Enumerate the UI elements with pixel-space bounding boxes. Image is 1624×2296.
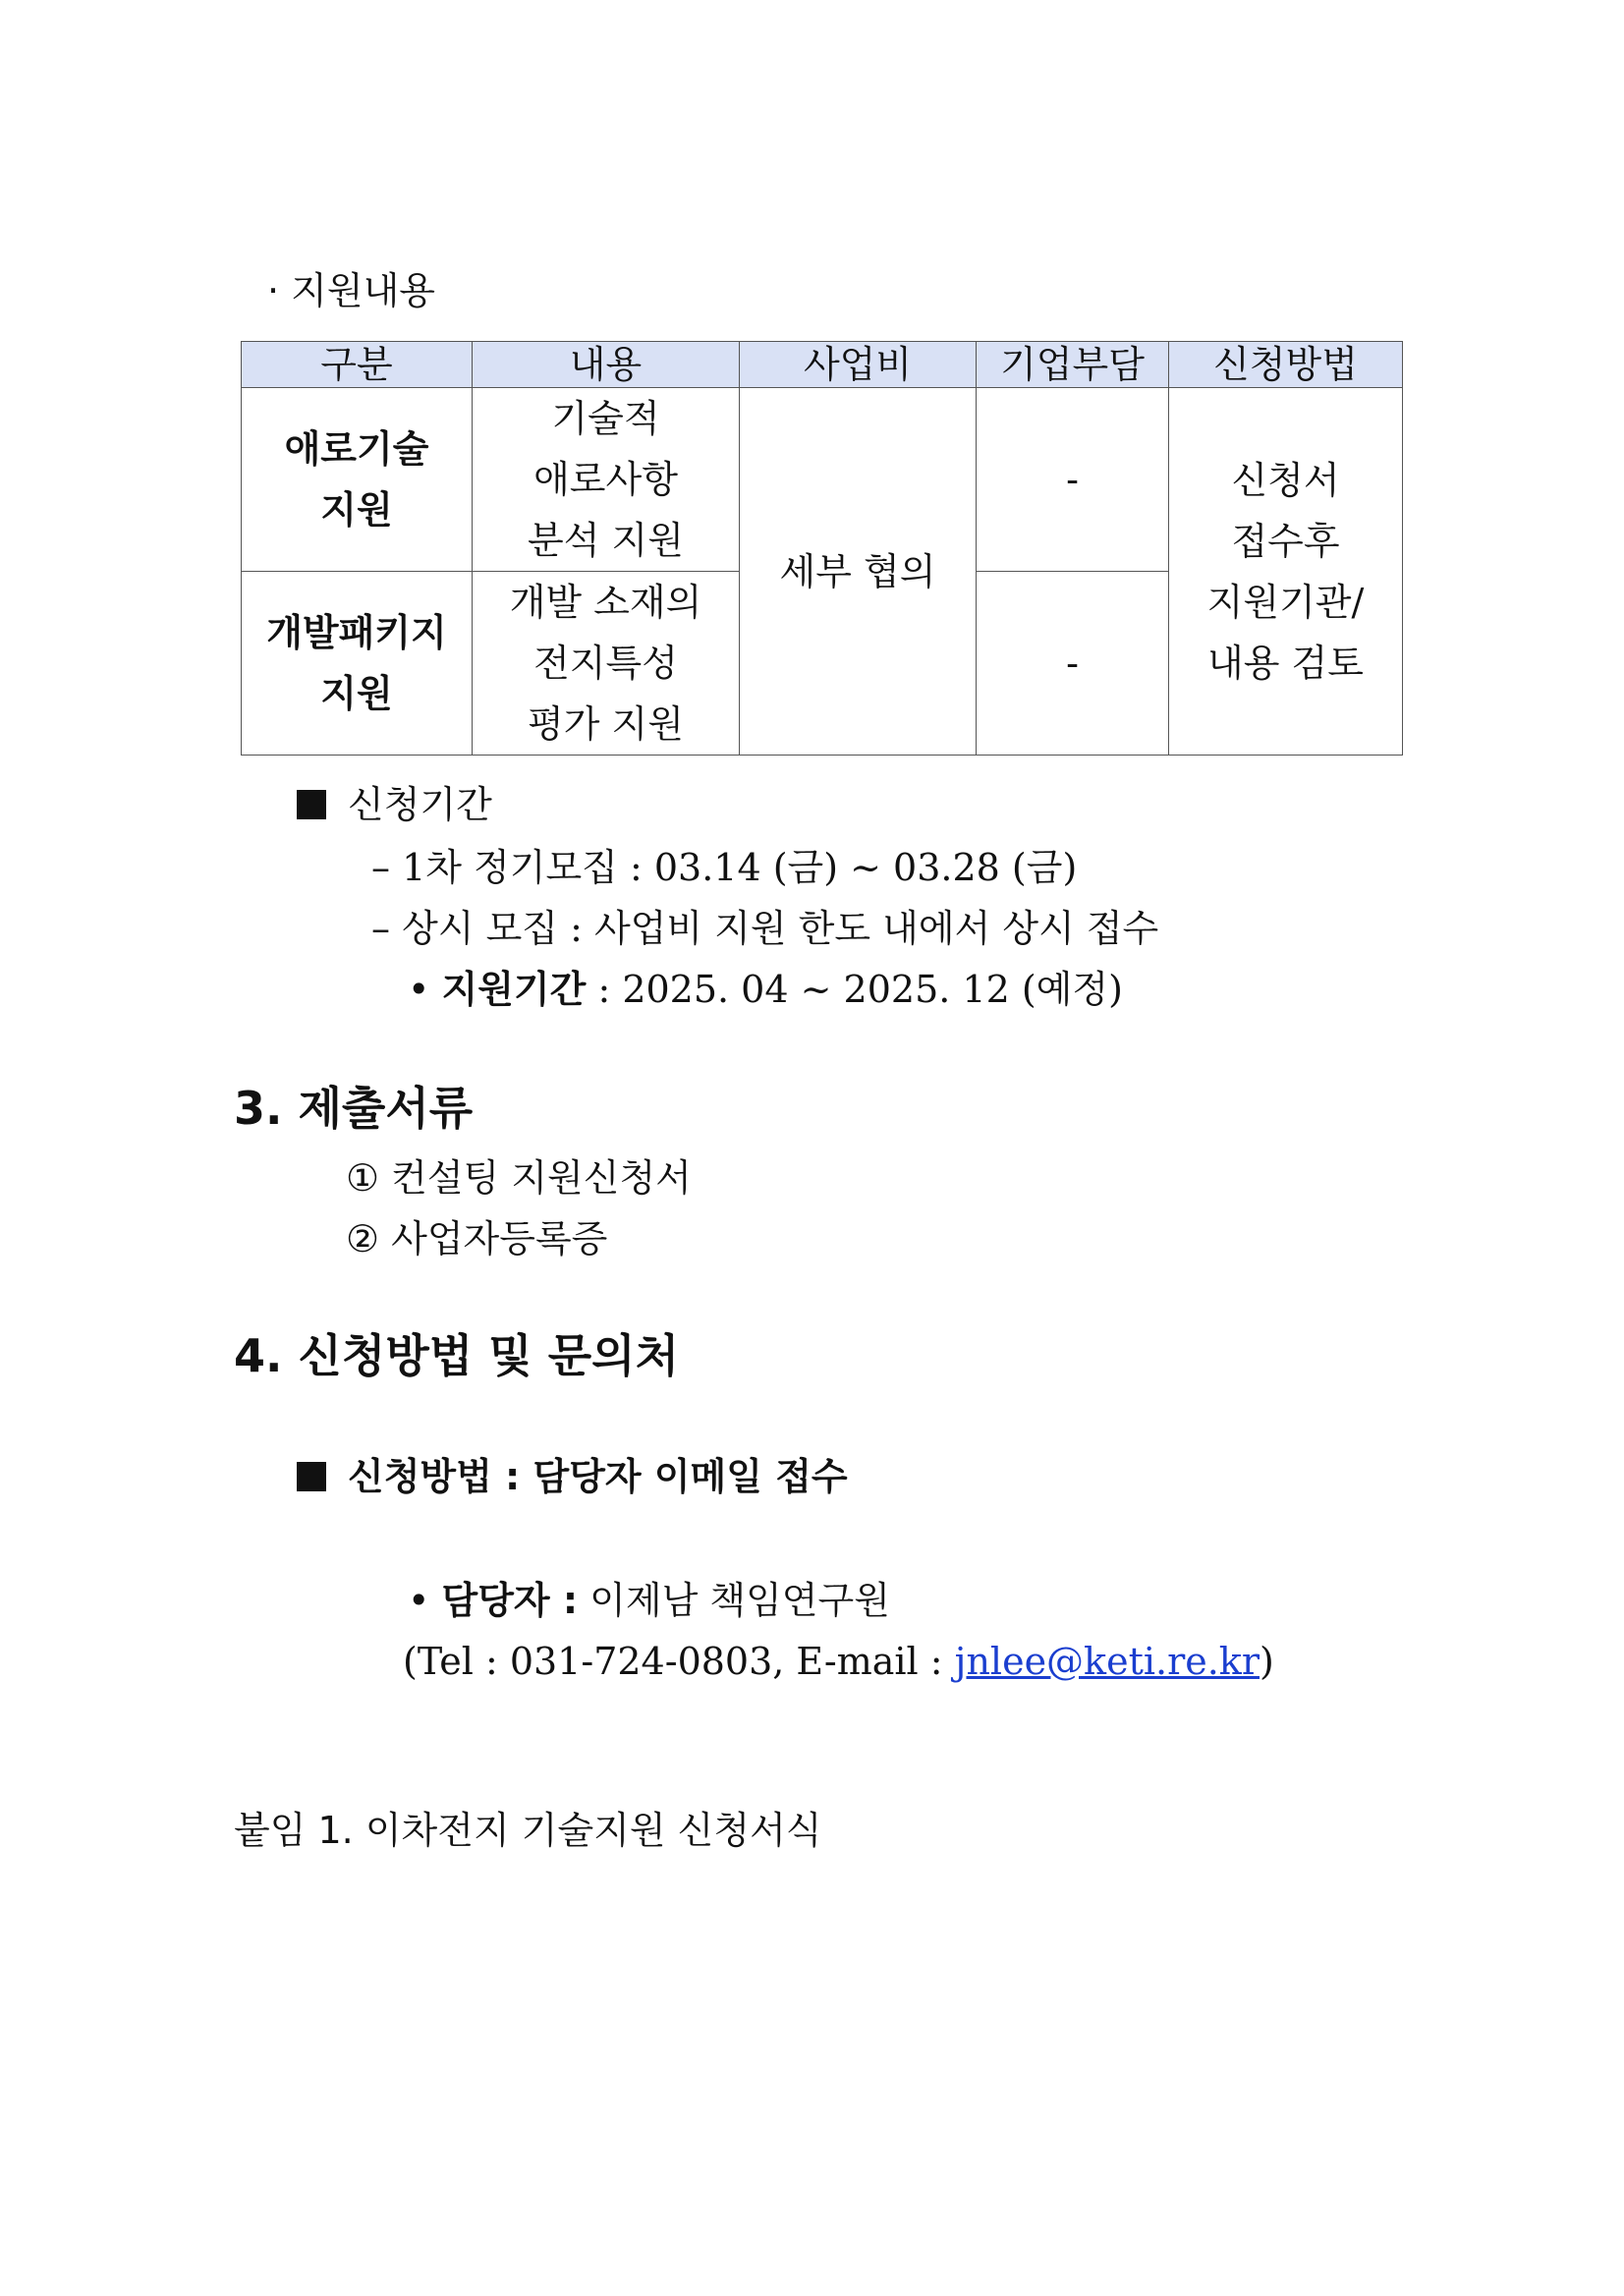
period-title: 신청기간 bbox=[348, 783, 492, 826]
method-cell bbox=[1169, 388, 1403, 756]
document-item-2: ② 사업자등록증 bbox=[346, 1217, 608, 1260]
apply-method-heading bbox=[297, 1454, 848, 1499]
row2-burden: - bbox=[977, 572, 1169, 756]
contact-label: 담당자 : bbox=[441, 1579, 579, 1622]
row1-category-line2: 지원 bbox=[320, 488, 393, 532]
row2-content bbox=[473, 572, 740, 756]
row2-category-line1: 개발패키지 bbox=[266, 611, 447, 654]
row2-content-line2: 전지특성 bbox=[533, 642, 678, 685]
square-bullet-icon bbox=[297, 790, 326, 819]
header-content: 내용 bbox=[473, 342, 740, 388]
header-category: 구분 bbox=[242, 342, 473, 388]
row2-category-line2: 지원 bbox=[320, 672, 393, 715]
contact-line bbox=[408, 1578, 890, 1623]
table-row bbox=[242, 388, 1403, 572]
row1-burden: - bbox=[977, 388, 1169, 572]
contact-email-link[interactable]: jnlee@keti.re.kr bbox=[954, 1640, 1260, 1683]
method-line4: 내용 검토 bbox=[1207, 641, 1364, 685]
support-period-value: : 2025. 04 ~ 2025. 12 (예정) bbox=[586, 968, 1123, 1011]
support-table bbox=[241, 341, 1403, 756]
support-period-label: 지원기간 bbox=[441, 968, 587, 1011]
contact-suffix: ) bbox=[1260, 1640, 1274, 1683]
row2-content-line3: 평가 지원 bbox=[528, 702, 684, 746]
bullet-dot-icon: • bbox=[408, 968, 430, 1011]
row1-content-line1: 기술적 bbox=[551, 397, 660, 440]
support-section-label: · 지원내용 bbox=[267, 269, 435, 312]
contact-details bbox=[403, 1639, 1274, 1684]
contact-name: 이제남 책임연구원 bbox=[578, 1579, 890, 1622]
apply-method-label: 신청방법 : 담당자 이메일 접수 bbox=[348, 1455, 848, 1498]
documents-title: 3. 제출서류 bbox=[234, 1082, 474, 1135]
period-item-1: – 1차 정기모집 : 03.14 (금) ~ 03.28 (금) bbox=[371, 846, 1078, 889]
row2-content-line1: 개발 소재의 bbox=[509, 581, 702, 624]
method-line1: 신청서 bbox=[1231, 458, 1340, 502]
period-item-2: – 상시 모집 : 사업비 지원 한도 내에서 상시 접수 bbox=[371, 907, 1159, 950]
header-method: 신청방법 bbox=[1169, 342, 1403, 388]
period-heading bbox=[297, 782, 492, 827]
apply-title: 4. 신청방법 및 문의처 bbox=[234, 1329, 680, 1382]
row1-category-line1: 애로기술 bbox=[284, 427, 429, 471]
contact-prefix: (Tel : 031-724-0803, E-mail : bbox=[403, 1640, 955, 1683]
row1-category bbox=[242, 388, 473, 572]
table-header-row bbox=[242, 342, 1403, 388]
row1-content-line2: 애로사항 bbox=[533, 458, 678, 501]
method-line2: 접수후 bbox=[1231, 519, 1340, 563]
cost-cell: 세부 협의 bbox=[740, 388, 977, 756]
bullet-dot-icon: • bbox=[408, 1579, 430, 1622]
support-period-line bbox=[408, 967, 1123, 1012]
row1-content bbox=[473, 388, 740, 572]
attachment-note: 붙임 1. 이차전지 기술지원 신청서식 bbox=[234, 1809, 822, 1852]
header-cost: 사업비 bbox=[740, 342, 977, 388]
method-line3: 지원기관/ bbox=[1206, 580, 1365, 624]
row2-category bbox=[242, 572, 473, 756]
row1-content-line3: 분석 지원 bbox=[528, 519, 684, 562]
header-burden: 기업부담 bbox=[977, 342, 1169, 388]
square-bullet-icon bbox=[297, 1462, 326, 1491]
document-item-1: ① 컨설팅 지원신청서 bbox=[346, 1156, 692, 1200]
